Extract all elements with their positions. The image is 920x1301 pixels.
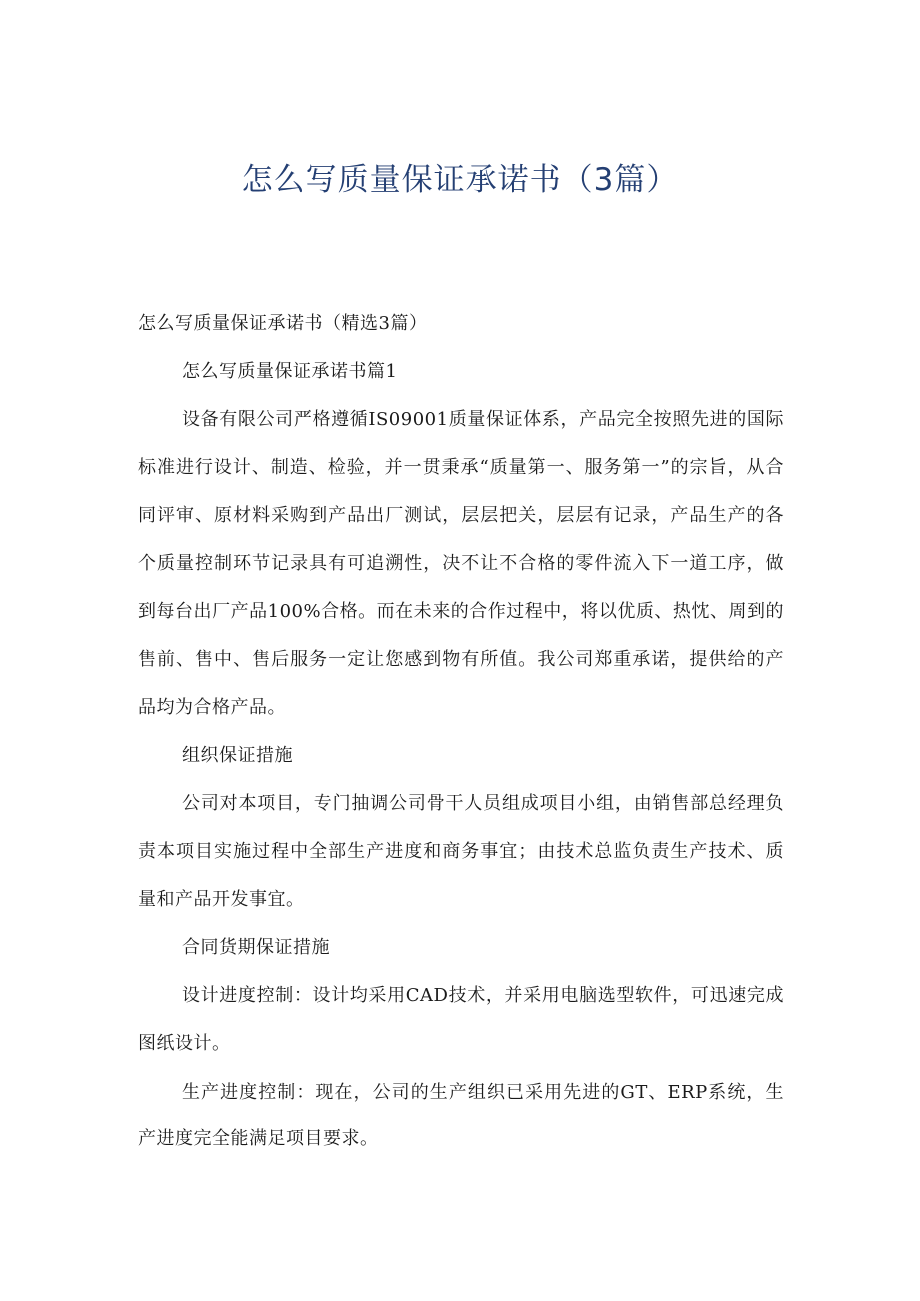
contract-measures-heading: 合同货期保证措施	[182, 937, 330, 958]
section-heading: 怎么写质量保证承诺书篇1	[182, 361, 398, 382]
production-control-paragraph: 生产进度控制：现在，公司的生产组织已采用先进的GT、ERP系统，生产进度完全能满足项目要求。	[138, 1082, 784, 1149]
org-measures-heading: 组织保证措施	[182, 745, 293, 766]
document-body	[138, 300, 784, 1162]
document-title: 怎么写质量保证承诺书（3篇）	[241, 162, 679, 198]
intro-paragraph: 设备有限公司严格遵循IS09001质量保证体系，产品完全按照先进的国际标准进行设计、制造、检验，并一贯秉承“质量第一、服务第一”的宗旨，从合同评审、原材料采购到产品出厂测试，层层把关，层层有记录，产品生产的各个质量控制环节记录具有可追溯性，决不让不合格的零件流入下一道工序，做到每台出厂产品100%合格。而在未来的合作过程中，将以优质、热忱、周到的售前、售中、售后服务一定让您感到物有所值。我公司郑重承诺，提供给的产品均为合格产品。	[138, 409, 784, 718]
org-measures-paragraph: 公司对本项目，专门抽调公司骨干人员组成项目小组，由销售部总经理负责本项目实施过程中全部生产进度和商务事宜；由技术总监负责生产技术、质量和产品开发事宜。	[138, 793, 784, 910]
document-subtitle: 怎么写质量保证承诺书（精选3篇）	[138, 313, 428, 334]
design-control-paragraph: 设计进度控制：设计均采用CAD技术，并采用电脑选型软件，可迅速完成图纸设计。	[138, 985, 784, 1054]
